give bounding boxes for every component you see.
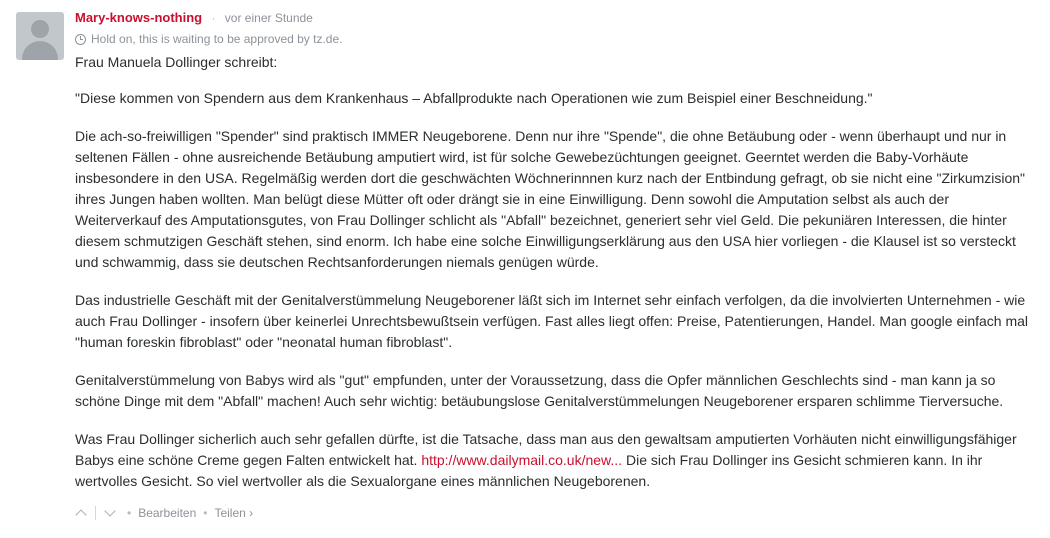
dailymail-link[interactable]: http://www.dailymail.co.uk/new... (421, 452, 623, 468)
comment-paragraph: Genitalverstümmelung von Babys wird als "gut" empfunden, unter der Voraussetzung, dass die Opfer männlichen Geschlechts sind - man kann ja so schöne Dinge mit dem "Abfall" machen! Auch sehr wichtig: betäubungslose Genitalverstümmelungen Neugeborener ersparen schlimme Tierversuche. (75, 372, 1004, 409)
comment-timestamp[interactable]: vor einer Stunde (224, 11, 313, 25)
clock-icon (75, 34, 86, 45)
pending-approval-notice (75, 32, 342, 46)
comment-header (75, 10, 313, 25)
avatar-shoulders (22, 41, 58, 60)
comment-paragraph: "Diese kommen von Spendern aus dem Krankenhaus – Abfallprodukte nach Operationen wie zum Beispiel einer Beschneidung." (75, 90, 873, 106)
header-separator: · (211, 11, 216, 25)
comment-text: Was Frau Dollinger sicherlich auch sehr gefallen dürfte, ist die Tatsache, dass man aus den gewaltsam amputierten Vorhäuten nicht einwilligungsfähiger Babys eine schöne Creme gegen Falten entwickelt hat. (75, 431, 1017, 468)
comment-text: Die sich Frau Dollinger ins Gesicht schmieren kann. In ihr wertvolles Gesicht. So viel wertvoller als die Sexualorgane eines männlichen Neugeborenen. (75, 452, 983, 489)
avatar[interactable] (16, 12, 64, 60)
comment-paragraph: Das industrielle Geschäft mit der Genitalverstümmelung Neugeborener läßt sich im Internet sehr einfach verfolgen, da die involvierten Unternehmen - wie auch Frau Dollinger - insofern über keinerlei Unrechtsbewußtsein verfügen. Fast alles liegt offen: Preise, Patentierungen, Handel. Man google einfach mal "human foreskin fibroblast" oder "neonatal human fibroblast". (75, 292, 1029, 350)
footer-separator: • (127, 506, 132, 520)
pending-approval-text: Hold on, this is waiting to be approved by tz.de. (91, 32, 343, 46)
comment-paragraph (75, 429, 1030, 492)
avatar-placeholder-icon (31, 20, 49, 38)
author-name[interactable]: Mary-knows-nothing (75, 10, 203, 25)
comment-footer (75, 506, 253, 520)
comment-paragraph: Frau Manuela Dollinger schreibt: (75, 54, 278, 70)
comment-body (75, 52, 1030, 509)
vote-divider (95, 506, 96, 520)
downvote-chevron-icon[interactable] (104, 505, 115, 516)
upvote-chevron-icon[interactable] (75, 509, 86, 520)
share-button[interactable]: Teilen › (214, 506, 254, 520)
edit-button[interactable]: Bearbeiten (138, 506, 197, 520)
comment-paragraph: Die ach-so-freiwilligen "Spender" sind praktisch IMMER Neugeborene. Denn nur ihre "Spende", die ohne Betäubung oder - wenn überhaupt und nur in seltenen Fällen - ohne ausreichende Betäubung amputiert wird, ist für solche Gewebezüchtungen geeignet. Geerntet werden die Baby-Vorhäute insbesondere in den USA. Regelmäßig werden dort die geschwächten Wöchnerinnnen kurz nach der Entbindung gefragt, ob sie nicht eine "Zirkumzision" ihres Jungen haben wollten. Man belügt diese Mütter oft oder drängt sie in eine Einwilligung. Denn sowohl die Amputation selbst als auch der Weiterverkauf des Amputationsgutes, von Frau Dollinger schlicht als "Abfall" bezeichnet, generiert sehr viel Geld. Die pekuniären Interessen, die hinter diesem schmutzigen Geschäft stehen, sind enorm. Ich habe eine solche Einwilligungserklärung aus den USA hier vorliegen - die Klausel ist so versteckt und schwammig, dass sie deutschen Rechtsanforderungen niemals genügen würde. (75, 128, 1026, 270)
footer-separator: • (203, 506, 208, 520)
